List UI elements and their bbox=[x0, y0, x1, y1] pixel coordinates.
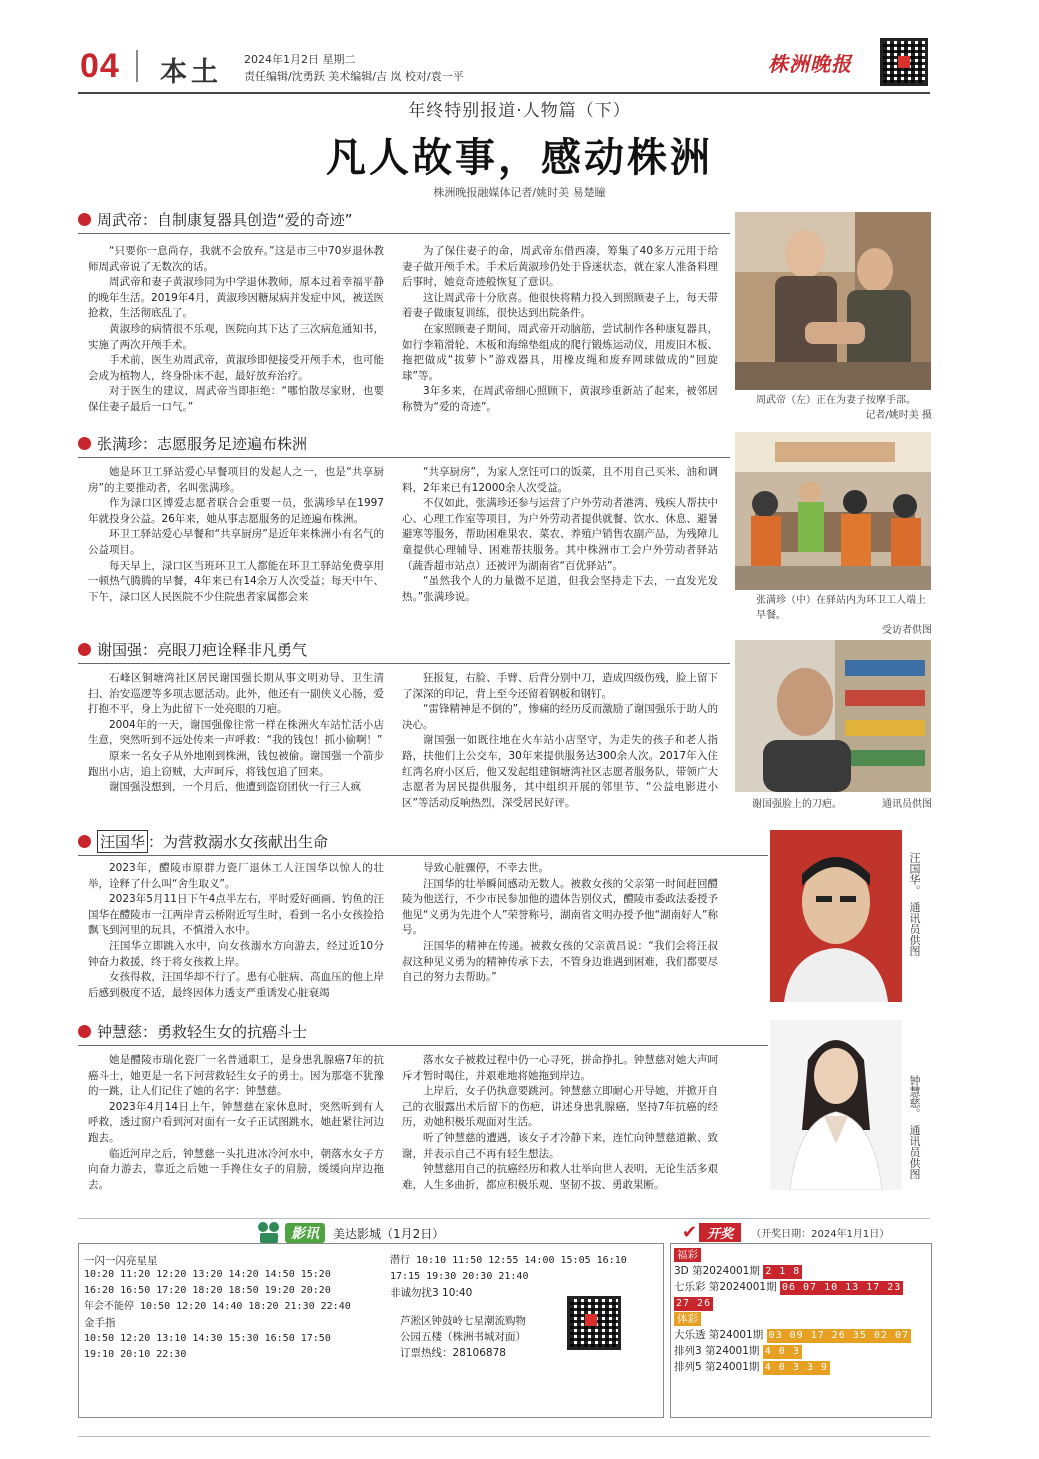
schedule-line: 17:15 19:30 20:30 21:40 bbox=[390, 1271, 529, 1282]
paragraph: 对于医生的建议，周武帝当即拒绝：“哪怕散尽家财，也要保住妻子最后一口气。” bbox=[88, 385, 384, 413]
section-name: 本土 bbox=[160, 57, 222, 88]
story-column bbox=[402, 1053, 718, 1193]
story-column bbox=[402, 861, 718, 986]
story-header bbox=[78, 208, 353, 230]
story-rule bbox=[78, 233, 730, 234]
paragraph: 原来一名女子从外地刚到株洲，钱包被偷。谢国强一个箭步跑出小店，追上窃贼，大声呵斥，将钱包追了回来。 bbox=[88, 749, 384, 778]
paragraph: 环卫工驿站爱心早餐和“共享厨房”是近年来株洲小有名气的公益项目。 bbox=[88, 528, 384, 556]
byline: 株洲晚报融媒体记者/姚时美 易楚瞳 bbox=[433, 186, 606, 199]
cinema-name: 美达影城（1月2日） bbox=[333, 1226, 445, 1241]
story-header bbox=[78, 830, 328, 852]
paragraph: 上岸后，女子仍执意要跳河。钟慧慈立即耐心开导她，并掀开自己的衣服露出术后留下的伤疤，讲述身患乳腺癌，坚持7年抗癌的经历，劝她积极乐观面对生活。 bbox=[402, 1085, 718, 1129]
ticai-tag: 体彩 bbox=[674, 1312, 701, 1326]
story-header bbox=[78, 638, 307, 660]
schedule-line: 10:50 12:20 13:10 14:30 15:30 16:50 17:50 bbox=[84, 1333, 331, 1344]
lottery-row-pl3: 排列3 第24001期 4 0 3 bbox=[674, 1345, 800, 1357]
paragraph: 谢国强一如既往地在火车站小店坚守，为走失的孩子和老人指路，扶他们上公交车，30年来提供服务达300余人次。2017年入住红湾名府小区后，他又发起组建铜塘湾社区志愿者服务队，带领广大志愿者为居民提供服务，其中组织开展的邻里节、“公益电影进小区”等活动反响热烈，深受居民好评。 bbox=[402, 734, 718, 809]
portrait-wang bbox=[770, 830, 902, 1002]
bullet-dot-icon bbox=[78, 1025, 91, 1038]
photo-man-scar bbox=[735, 640, 931, 792]
photo-caption: 周武帝（左）正在为妻子按摩手部。 记者/姚时美 摄 bbox=[756, 395, 932, 421]
paragraph: 汪国华的精神在传递。被救女孩的父亲黄昌说：“我们会将汪叔叔这种见义勇为的精神传承下去，不管身边谁遇到困难，我们都要尽自己的努力去帮助。” bbox=[402, 939, 718, 984]
story-rule bbox=[78, 663, 730, 664]
paragraph: “雷锋精神是不倒的”，惨痛的经历反而激励了谢国强乐于助人的决心。 bbox=[402, 703, 718, 731]
photo-vertical-caption: 汪国华。 通讯员供图 bbox=[908, 852, 921, 957]
paragraph: 石峰区铜塘湾社区居民谢国强长期从事文明劝导、卫生清扫、治安巡逻等多项志愿活动。此外，他还有一副侠义心肠，爱打抱不平，身上为此留下一处亮眼的刀疤。 bbox=[88, 672, 384, 716]
paragraph: 为了保住妻子的命，周武帝东借西凑，筹集了40多万元用于给妻子做开颅手术。手术后黄淑珍仍处于昏迷状态，就在家人准备料理后事时，她竟奇迹般恢复了意识。 bbox=[402, 245, 718, 289]
story-column bbox=[402, 465, 718, 605]
story-column bbox=[88, 861, 384, 1001]
lottery-row-3d: 3D 第2024001期 2 1 8 bbox=[674, 1265, 801, 1277]
paragraph: 听了钟慧慈的遭遇，该女子才冷静下来，连忙向钟慧慈道歉、致谢，并表示自己不再有轻生想法。 bbox=[402, 1131, 718, 1160]
lottery-row-pl5: 排列5 第24001期 4 0 3 3 9 bbox=[674, 1361, 828, 1373]
qr-code-icon[interactable] bbox=[880, 38, 928, 86]
cinema-hotline: 订票热线：28106878 bbox=[400, 1347, 506, 1359]
story-title-name: 汪国华 bbox=[97, 830, 148, 853]
schedule-line: 10:20 11:20 12:20 13:20 14:20 14:50 15:20 bbox=[84, 1269, 331, 1280]
paragraph: 2004年的一天，谢国强像往常一样在株洲火车站忙活小店生意，突然听到不远处传来一声呼救：“我的钱包！抓小偷啊！” bbox=[88, 718, 384, 747]
story-column bbox=[88, 244, 384, 416]
story-column bbox=[88, 1053, 384, 1193]
schedule-line: 金手指 bbox=[84, 1317, 116, 1329]
headline: 凡人故事，感动株洲 bbox=[326, 135, 713, 181]
checkmark-icon: ✔ bbox=[682, 1222, 698, 1243]
paragraph: 2023年，醴陵市原群力瓷厂退休工人汪国华以惊人的壮举，诠释了什么叫“舍生取义”。 bbox=[88, 862, 384, 890]
lottery-row-qlc: 七乐彩 第2024001期 06 07 10 13 17 23 bbox=[674, 1281, 902, 1293]
schedule-line: 一闪一闪亮星星 bbox=[84, 1255, 158, 1267]
paragraph: 汪国华的壮举瞬间感动无数人。被救女孩的父亲第一时间赶回醴陵为他送行，不少市民参加他的遗体告别仪式，醴陵市委政法委授予他见“义勇为先进个人”荣誉称号，湖南省文明办授予他“湖南好人”称号。 bbox=[402, 877, 718, 937]
paragraph: 3年多来，在周武帝细心照顾下，黄淑珍重新站了起来，被邻居称赞为“爱的奇迹”。 bbox=[402, 385, 718, 413]
paragraph: 导致心脏骤停，不幸去世。 bbox=[423, 862, 549, 874]
paragraph: 她是醴陵市瑞化瓷厂一名普通职工，是身患乳腺癌7年的抗癌斗士，她更是一名下河营救轻生女子的勇士。因为那毫不犹豫的一跳，让人们记住了她的名字：钟慧慈。 bbox=[88, 1054, 384, 1098]
bullet-dot-icon bbox=[78, 643, 91, 656]
header-divider bbox=[136, 50, 138, 82]
paragraph: “共享厨房”，为家人烹饪可口的饭菜，且不用自己买米、油和调料，2年来已有12000余人次受益。 bbox=[402, 466, 718, 494]
schedule-line: 潜行 10:10 11:50 12:55 14:00 15:05 16:10 bbox=[390, 1255, 627, 1266]
photo-caption: 谢国强脸上的刀疤。 通讯员供图 bbox=[752, 799, 932, 810]
portrait-zhong bbox=[770, 1020, 902, 1190]
paragraph: 她是环卫工驿站爱心早餐项目的发起人之一，也是“共享厨房”的主要推动者，名叫张满珍。 bbox=[88, 466, 384, 494]
paragraph: 手术前，医生劝周武帝，黄淑珍即便接受开颅手术，也可能会成为植物人，终身卧床不起，最好放弃治疗。 bbox=[88, 354, 384, 382]
paragraph: 狂报复，右脸、手臂、后背分别中刀，造成四级伤残，脸上留下了深深的印记，背上至今还留着钢板和钢钉。 bbox=[402, 672, 718, 700]
paragraph: 每天早上，渌口区当班环卫工人都能在环卫工驿站免费享用一顿热气腾腾的早餐，4年来已有14余万人次受益；每天中午、下午，渌口区人民医院不少住院患者家属都会来 bbox=[88, 559, 384, 603]
page-number: 04 bbox=[80, 47, 120, 85]
lottery-title: 开奖 bbox=[699, 1223, 741, 1242]
editors-line: 责任编辑/沈勇跃 美术编辑/吉 岚 校对/袁一平 bbox=[244, 70, 464, 83]
story-column bbox=[402, 244, 718, 416]
kicker: 年终特别报道·人物篇（下） bbox=[408, 101, 631, 121]
photo-caption: 张满珍（中）在驿站内为环卫工人端上早餐。 受访者供图 bbox=[756, 595, 932, 636]
story-rule bbox=[78, 1045, 768, 1046]
schedule-line: 年会不能停 10:50 12:20 14:40 18:20 21:30 22:40 bbox=[84, 1301, 351, 1312]
schedule-line: 非诚勿扰3 10:40 bbox=[390, 1287, 473, 1299]
paragraph: 在家照顾妻子期间，周武帝开动脑筋，尝试制作各种康复器具，如行李箱滑轮、木板和海绵垫组成的爬行锻炼运动仪，用废旧木板、拖把做成“拔萝卜”游戏器具，用橡皮绳和废弃网球做成的“回旋球”等。 bbox=[402, 322, 718, 382]
paragraph: 不仅如此，张满珍还参与运营了户外劳动者港湾、残疾人帮扶中心、心理工作室等项目，为户外劳动者提供就餐、饮水、休息、避暑避寒等服务，帮助困难果农、菜农、养殖户销售农副产品，为残障儿童提供心理辅导、困难帮扶服务。其中株洲市工会户外劳动者驿站（蔬香超市站点）还被评为湖南省“百优驿站”。 bbox=[402, 497, 718, 572]
story-column bbox=[88, 671, 384, 796]
paragraph: 谢国强没想到，一个月后，他遭到盗窃团伙一行三人疯 bbox=[109, 781, 361, 794]
story-column bbox=[88, 465, 384, 605]
photo-couple bbox=[735, 212, 931, 390]
newspaper-masthead: 株洲晚报 bbox=[768, 52, 852, 76]
story-rule bbox=[78, 855, 768, 856]
bullet-dot-icon bbox=[78, 437, 91, 450]
footer-rule bbox=[78, 1436, 930, 1437]
photo-vertical-caption: 钟慧慈。 通讯员供图 bbox=[908, 1075, 921, 1180]
cinema-address: 公园五楼（株洲书城对面） bbox=[400, 1331, 526, 1343]
paragraph: 作为渌口区博爱志愿者联合会重要一员，张满珍早在1997年就投身公益。26年来，她从事志愿服务的足迹遍布株洲。 bbox=[88, 497, 384, 525]
fucai-tag: 福彩 bbox=[674, 1248, 701, 1262]
film-reel-icon bbox=[258, 1222, 282, 1244]
paragraph: 女孩得救，汪国华却不行了。患有心脏病、高血压的他上岸后感到极度不适，最终因体力透支严重诱发心脏衰竭 bbox=[88, 971, 384, 999]
schedule-line: 16:20 16:50 17:20 18:20 18:50 19:20 20:20 bbox=[84, 1285, 331, 1296]
lottery-date: （开奖日期：2024年1月1日） bbox=[751, 1229, 890, 1240]
bullet-dot-icon bbox=[78, 835, 91, 848]
story-column bbox=[402, 671, 718, 811]
paragraph: 2023年4月14日上午，钟慧慈在家休息时，突然听到有人呼救，透过窗户看到河对面有一女子正试图跳水，她赶紧往河边跑去。 bbox=[88, 1100, 384, 1144]
lottery-row-dlt: 大乐透 第24001期 03 09 17 26 35 02 07 bbox=[674, 1329, 910, 1341]
cinema-header bbox=[258, 1222, 444, 1244]
paragraph: 黄淑珍的病情很不乐观，医院向其下达了三次病危通知书，实施了两次开颅手术。 bbox=[88, 322, 384, 351]
paragraph: 钟慧慈用自己的抗癌经历和救人壮举向世人表明，无论生活多艰难，人生多曲折，都应积极乐观、坚韧不拔、勇敢果断。 bbox=[402, 1163, 718, 1191]
paragraph: 这让周武帝十分欣喜。他很快将精力投入到照顾妻子上，每天带着妻子做康复训练，很快达到出院条件。 bbox=[402, 291, 718, 320]
story-title: ：为营救溺水女孩献出生命 bbox=[148, 832, 329, 851]
paragraph: 2023年5月11日下午4点半左右，平时爱好画画、钓鱼的汪国华在醴陵市一江两岸青云桥附近写生时，看到一名小女孩捡拾飘飞到河里的玩具，不慎滑入水中。 bbox=[88, 893, 384, 937]
cinema-address: 芦淞区钟鼓岭七星潮流购物 bbox=[400, 1315, 526, 1327]
lottery-row-qlc-extra: 27 26 bbox=[676, 1298, 712, 1309]
paragraph: “只要你一息尚存，我就不会放弃。”这是市三中70岁退休教师周武帝说了无数次的话。 bbox=[88, 245, 384, 273]
paragraph: “虽然我个人的力量微不足道，但我会坚持走下去，一直发光发热。”张满珍说。 bbox=[402, 575, 718, 603]
lottery-header bbox=[682, 1222, 889, 1243]
cinema-badge: 影讯 bbox=[285, 1223, 325, 1243]
paragraph: 临近河岸之后，钟慧慈一头扎进冰冷河水中，朝落水女子方向奋力游去，靠近之后她一手搀住女子的肩膀，缓缓向岸边拖去。 bbox=[88, 1147, 384, 1191]
cinema-qr-code-icon[interactable] bbox=[567, 1296, 621, 1350]
schedule-line: 19:10 20:10 22:30 bbox=[84, 1349, 187, 1360]
story-rule bbox=[78, 457, 730, 458]
paragraph: 落水女子被救过程中仍一心寻死，拼命挣扎。钟慧慈对她大声呵斥才暂时喝住，并艰难地将她拖到岸边。 bbox=[402, 1054, 718, 1082]
bottom-rule bbox=[78, 1218, 930, 1219]
story-title: 钟慧慈：勇救轻生女的抗癌斗士 bbox=[97, 1022, 308, 1041]
paragraph: 汪国华立即跳入水中，向女孩溺水方向游去，经过近10分钟奋力救援，终于将女孩救上岸。 bbox=[88, 939, 384, 968]
story-header bbox=[78, 1020, 307, 1042]
story-header bbox=[78, 432, 307, 454]
story-title: 张满珍：志愿服务足迹遍布株洲 bbox=[97, 434, 308, 453]
paragraph: 周武帝和妻子黄淑珍同为中学退休教师，原本过着幸福平静的晚年生活。2019年4月，黄淑珍因糖尿病并发症中风，被送医抢救，生活彻底乱了。 bbox=[88, 276, 384, 320]
photo-volunteer bbox=[735, 432, 931, 590]
story-title: 周武帝：自制康复器具创造“爱的奇迹” bbox=[97, 210, 353, 229]
date-line: 2024年1月2日 星期二 bbox=[244, 53, 356, 66]
header-rule bbox=[78, 92, 930, 94]
story-title: 谢国强：亮眼刀疤诠释非凡勇气 bbox=[97, 640, 308, 659]
bullet-dot-icon bbox=[78, 213, 91, 226]
